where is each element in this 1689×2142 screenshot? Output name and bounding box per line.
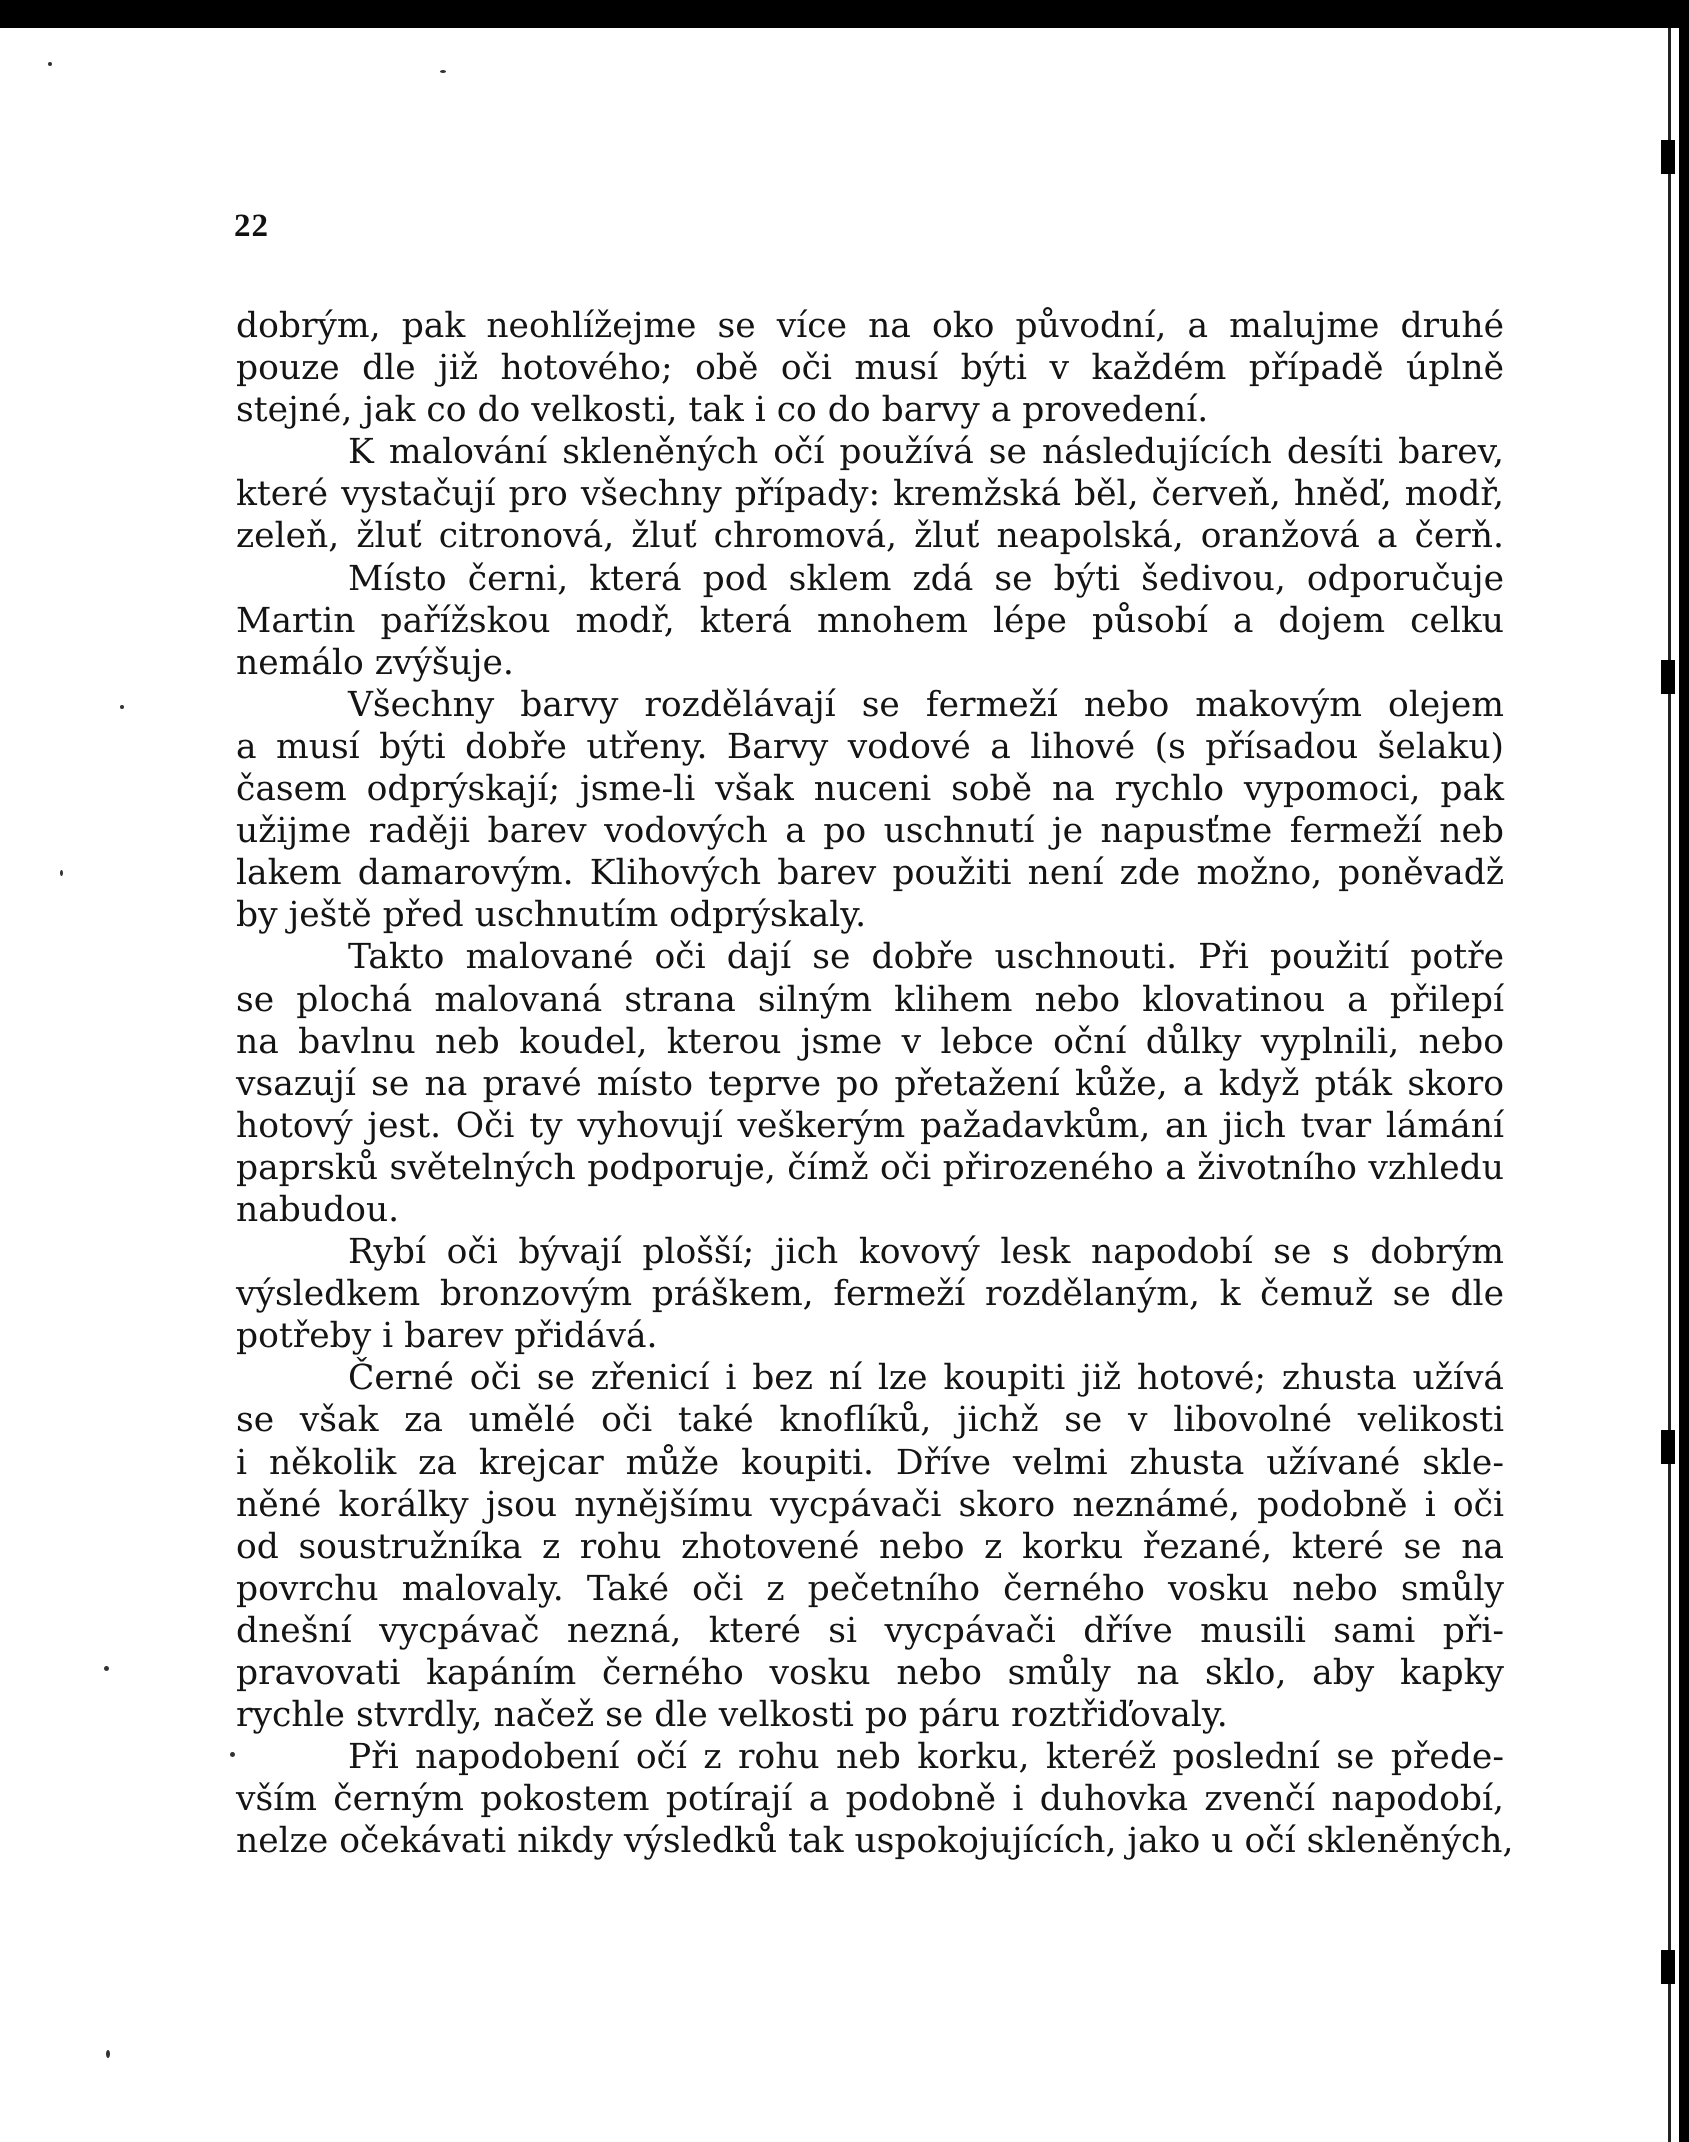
text-line: nelze očekávati nikdy výsledků tak uspokojujících, jako u očí skleněných,	[236, 1821, 1514, 1862]
text-line: dobrým, pak neohlížejme se více na oko původní, a malujme druhé	[236, 306, 1504, 346]
text-line: Takto malované oči dají se dobře uschnouti. Při použití potře	[348, 937, 1504, 978]
text-line: časem odprýskají; jsme-li však nuceni sobě na rychlo vypomoci, pak	[236, 769, 1504, 810]
text-line: zeleň, žluť citronová, žluť chromová, žluť neapolská, oranžová a čerň.	[236, 516, 1504, 557]
text-line: se plochá malovaná strana silným klihem nebo klovatinou a přilepí	[236, 979, 1504, 1020]
scan-speck	[230, 1752, 235, 1757]
text-line: vsazují se na pravé místo teprve po přetažení kůže, a když pták skoro	[236, 1063, 1504, 1104]
scan-speck	[60, 870, 63, 876]
text-line: něné korálky jsou nynějšímu vycpávači skoro neznámé, podobně i oči	[236, 1484, 1504, 1525]
text-line: hotový jest. Oči ty vyhovují veškerým pažadavkům, an jich tvar lámání	[236, 1105, 1504, 1146]
text-line: a musí býti dobře utřeny. Barvy vodové a lihové (s přísadou šelaku)	[236, 726, 1504, 767]
text-line: dnešní vycpávač nezná, které si vycpávači dříve musili sami při-	[236, 1610, 1504, 1651]
text-line: potřeby i barev přidává.	[236, 1316, 658, 1357]
body-text	[236, 305, 1514, 1862]
text-line: na bavlnu neb koudel, kterou jsme v lebce oční důlky vyplnili, nebo	[236, 1021, 1504, 1062]
text-line: povrchu malovaly. Také oči z pečetního černého vosku nebo smůly	[236, 1568, 1504, 1609]
scan-speck	[440, 70, 446, 73]
text-line: které vystačují pro všechny případy: kremžská běl, červeň, hněď, modř,	[236, 474, 1504, 515]
text-line: Rybí oči bývají plošší; jich kovový lesk napodobí se s dobrým	[348, 1232, 1504, 1273]
text-line: výsledkem bronzovým práškem, fermeží rozdělaným, k čemuž se dle	[236, 1274, 1504, 1315]
scan-speck	[120, 705, 124, 709]
scan-speck	[104, 1666, 109, 1671]
text-line: Místo černi, která pod sklem zdá se býti šedivou, odporučuje	[348, 558, 1504, 599]
scan-edge-mark	[1661, 140, 1675, 174]
text-line: lakem damarovým. Klihových barev použiti není zde možno, poněvadž	[236, 853, 1504, 894]
text-line: rychle stvrdly, načež se dle velkosti po páru roztřiďovaly.	[236, 1695, 1228, 1736]
text-line: nabudou.	[236, 1189, 400, 1230]
scan-right-edge	[1679, 28, 1689, 2142]
scan-edge-mark	[1661, 1430, 1675, 1464]
text-line: Černé oči se zřenicí i bez ní lze koupiti již hotové; zhusta užívá	[348, 1358, 1504, 1399]
scan-top-border	[0, 0, 1689, 28]
text-line: pravovati kapáním černého vosku nebo smůly na sklo, aby kapky	[236, 1653, 1504, 1693]
text-line: i několik za krejcar může koupiti. Dříve velmi zhusta užívané skle-	[236, 1442, 1504, 1483]
text-line: Všechny barvy rozdělávají se fermeží nebo makovým olejem	[348, 684, 1504, 725]
text-line: Martin pařížskou modř, která mnohem lépe působí a dojem celku	[236, 600, 1504, 641]
text-line: by ještě před uschnutím odprýskaly.	[236, 895, 867, 936]
scan-edge-mark	[1661, 660, 1675, 694]
scan-right-rule	[1668, 28, 1671, 2142]
text-line: se však za umělé oči také knoflíků, jichž se v libovolné velikosti	[236, 1400, 1504, 1441]
text-line: pouze dle již hotového; obě oči musí býti v každém případě úplně	[236, 348, 1504, 389]
text-line: užijme raději barev vodových a po uschnutí je napusťme fermeží neb	[236, 811, 1504, 852]
scan-speck	[106, 2050, 110, 2058]
text-line: stejné, jak co do velkosti, tak i co do barvy a provedení.	[236, 390, 1209, 431]
text-line: paprsků světelných podporuje, čímž oči přirozeného a životního vzhledu	[236, 1147, 1504, 1188]
page-number: 22	[234, 208, 269, 244]
text-line: vším černým pokostem potírají a podobně i duhovka zvenčí napodobí,	[236, 1779, 1504, 1820]
text-line: K malování skleněných očí používá se následujících desíti barev,	[348, 432, 1504, 473]
scan-edge-mark	[1661, 1950, 1675, 1984]
text-line: Při napodobení očí z rohu neb korku, kteréž poslední se přede-	[348, 1737, 1504, 1778]
scan-speck	[48, 62, 52, 66]
text-line: od soustružníka z rohu zhotovené nebo z korku řezané, které se na	[236, 1526, 1504, 1567]
text-line: nemálo zvýšuje.	[236, 642, 514, 683]
